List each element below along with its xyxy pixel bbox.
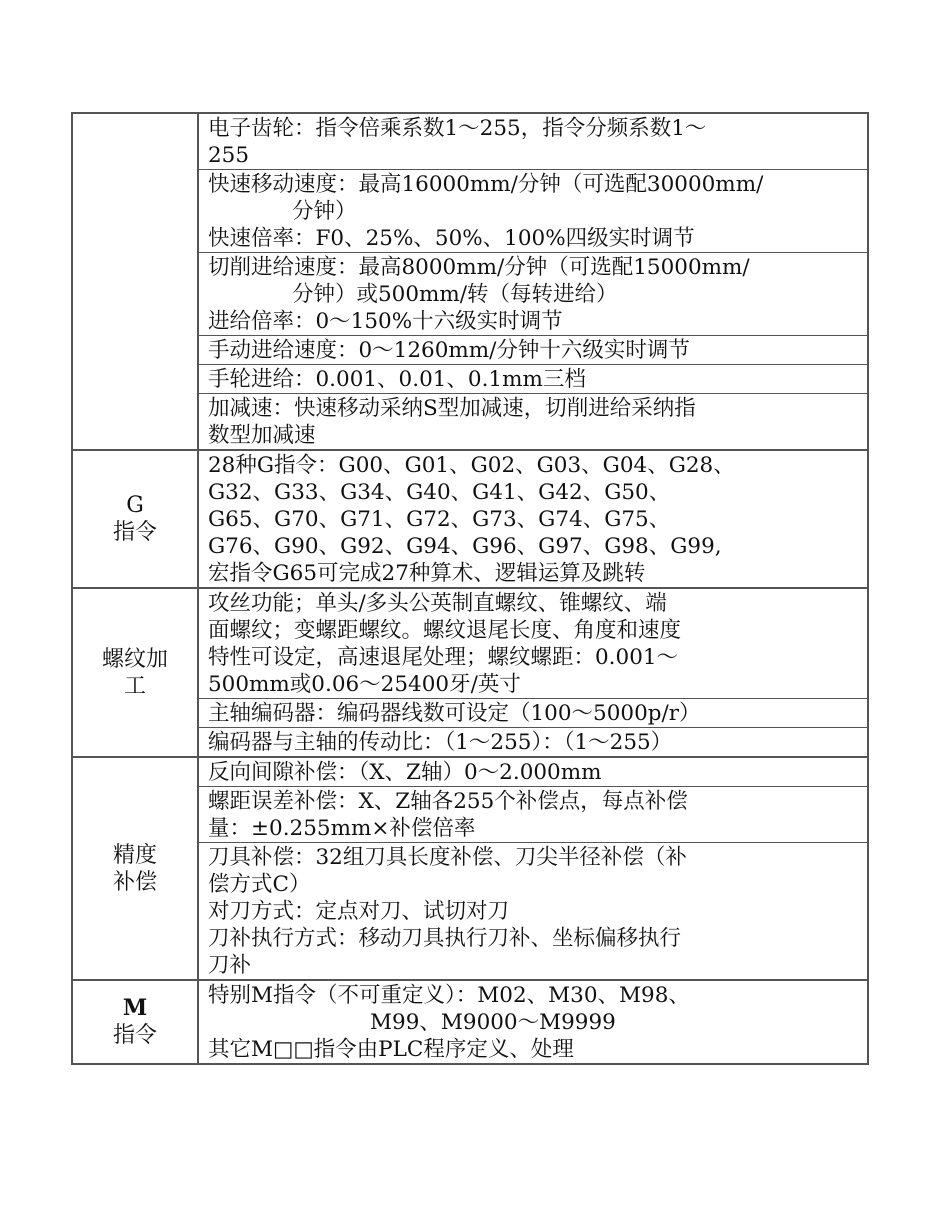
text-line: 手动进给速度：0～1260mm/分钟十六级实时调节: [208, 338, 690, 363]
text-line: 宏指令G65可完成27种算术、逻辑运算及跳转: [208, 561, 646, 586]
text-line: 特性可设定，高速退尾处理；螺纹螺距：0.001～: [208, 645, 679, 670]
cell-tapping: [199, 589, 867, 699]
text-line: 刀具补偿：32组刀具长度补偿、刀尖半径补偿（补: [208, 845, 687, 870]
category-label: M: [122, 995, 148, 1021]
text-line: 28种G指令：G00、G01、G02、G03、G04、G28、: [208, 453, 735, 478]
text-line: M99、M9000～M9999: [370, 1010, 616, 1035]
cell-spindle-encoder: [199, 699, 867, 728]
spec-table: [71, 112, 869, 1065]
text-line: 切削进给速度：最高8000mm/分钟（可选配15000mm/: [208, 255, 750, 280]
group-m-codes: [73, 981, 867, 1063]
cell-electronic-gear: [199, 114, 867, 170]
text-line: 主轴编码器：编码器线数可设定（100～5000p/r）: [208, 701, 701, 726]
text-line: 加减速：快速移动采纳S型加减速，切削进给采纳指: [208, 396, 696, 421]
text-line: G32、G33、G34、G40、G41、G42、G50、: [208, 480, 671, 505]
group-threading: [73, 589, 867, 758]
text-line: 快速移动速度：最高16000mm/分钟（可选配30000mm/: [208, 172, 764, 197]
cell-pitch-error: [199, 787, 867, 843]
text-line: 500mm或0.06～25400牙/英寸: [208, 672, 521, 697]
text-line: 其它M□□指令由PLC程序定义、处理: [208, 1037, 574, 1062]
text-line: 分钟）或500mm/转（每转进给）: [292, 282, 618, 307]
text-line: 手轮进给：0.001、0.01、0.1mm三档: [208, 367, 586, 392]
category-cell-compensation: [73, 758, 199, 979]
text-line: 数型加减速: [208, 423, 316, 448]
category-label: 精度: [112, 842, 157, 868]
category-label: 指令: [112, 520, 157, 545]
cell-handwheel-feed: [199, 365, 867, 394]
cell-manual-feed: [199, 336, 867, 365]
group-g-codes: [73, 451, 867, 589]
group-compensation: [73, 758, 867, 981]
text-line: 编码器与主轴的传动比：（1～255）：（1～255）: [208, 730, 673, 755]
cell-rapid-speed: [199, 170, 867, 253]
text-line: 分钟）: [292, 199, 357, 224]
category-cell-m-codes: [73, 981, 199, 1063]
cell-tool-compensation: [199, 843, 867, 979]
category-cell-threading: [73, 589, 199, 756]
text-line: 螺距误差补偿：X、Z轴各255个补偿点，每点补偿: [208, 789, 688, 814]
category-label: 工: [123, 673, 146, 699]
category-cell-g-codes: [73, 451, 199, 587]
text-line: 快速倍率：F0、25%、50%、100%四级实时调节: [208, 226, 695, 251]
text-line: 刀补: [208, 953, 252, 978]
text-line: G76、G90、G92、G94、G96、G97、G98、G99,: [208, 534, 722, 559]
text-line: 刀补执行方式：移动刀具执行刀补、坐标偏移执行: [208, 926, 682, 951]
cell-g-code-list: [199, 451, 867, 587]
text-line: 偿方式C）: [208, 872, 311, 897]
text-line: 电子齿轮：指令倍乘系数1～255，指令分频系数1～: [208, 116, 707, 141]
text-line: 攻丝功能；单头/多头公英制直螺纹、锥螺纹、端: [208, 591, 667, 616]
category-label: G: [126, 493, 144, 518]
text-line: 特别M指令（不可重定义）：M02、M30、M98、: [208, 983, 690, 1008]
category-label: 螺纹加: [101, 646, 168, 672]
cell-m-code-list: [199, 981, 867, 1063]
category-cell-empty: [73, 114, 199, 449]
cell-backlash: [199, 758, 867, 787]
group-motion: [73, 114, 867, 451]
cell-acceleration: [199, 394, 867, 449]
text-line: 255: [208, 143, 250, 168]
category-label: 补偿: [112, 869, 157, 895]
text-line: 反向间隙补偿：（X、Z轴）0～2.000mm: [208, 760, 602, 785]
category-label: 指令: [112, 1023, 157, 1048]
text-line: 面螺纹；变螺距螺纹。螺纹退尾长度、角度和速度: [208, 618, 682, 643]
text-line: 进给倍率：0～150%十六级实时调节: [208, 309, 563, 334]
text-line: 对刀方式：定点对刀、试切对刀: [208, 899, 510, 924]
text-line: 量：±0.255mm×补偿倍率: [208, 816, 476, 841]
text-line: G65、G70、G71、G72、G73、G74、G75、: [208, 507, 671, 532]
cell-transmission-ratio: [199, 728, 867, 756]
cell-cutting-feed: [199, 253, 867, 336]
